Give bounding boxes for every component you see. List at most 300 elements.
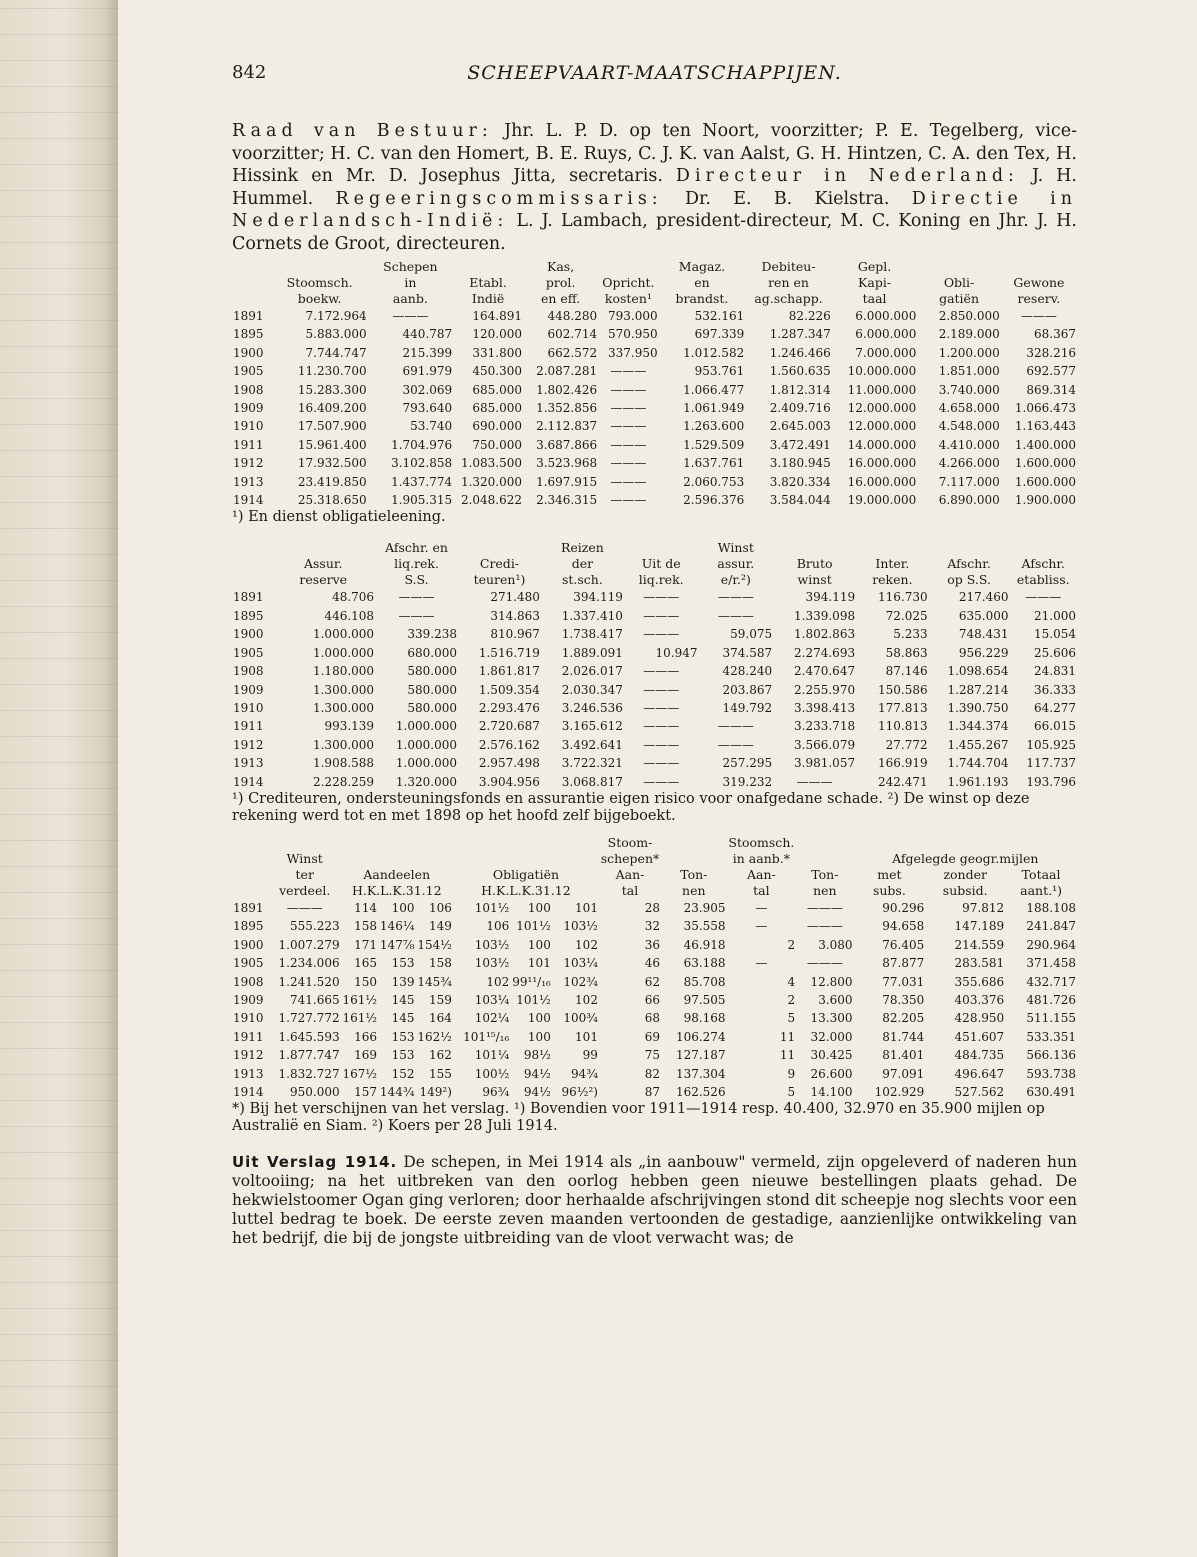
table-cell: 2.189.000 (938, 327, 1000, 342)
shares-fleet-table (232, 835, 1077, 1101)
column-header (661, 851, 727, 867)
page-edge-line (0, 1230, 118, 1231)
table-row (232, 736, 1077, 754)
table-cell: 94¾ (571, 1066, 598, 1081)
column-header (232, 867, 269, 883)
table-cell: 570.950 (608, 327, 658, 342)
table-cell: 1.437.774 (391, 474, 453, 489)
column-header: in aanb.* (732, 850, 790, 866)
table-cell: 11.230.700 (297, 364, 367, 379)
table-cell: 3.068.817 (561, 774, 623, 789)
table-cell: 146¼ (379, 919, 415, 934)
intro-paragraph (232, 120, 1077, 255)
table-cell: 158 (429, 956, 452, 971)
table-cell: 2 (787, 937, 796, 952)
column-header: Gewone (1013, 275, 1065, 290)
table-cell: 2.293.476 (478, 700, 540, 715)
page-edge-line (0, 1152, 118, 1153)
table-cell: 99¹¹/₁₆ (512, 974, 551, 989)
table-cell: 5.233 (893, 627, 928, 642)
table-cell: 102 (575, 937, 598, 952)
header-row (232, 540, 1077, 556)
table-cell: 697.339 (694, 327, 745, 342)
page-edge-line (0, 138, 118, 139)
page-edge-line (0, 944, 118, 945)
column-header (232, 572, 271, 588)
table-cell: 145¾ (417, 974, 452, 989)
column-header: liq.rek. (638, 572, 684, 588)
column-header: kosten¹ (604, 291, 652, 306)
table-cell: 4.410.000 (938, 437, 1000, 452)
table-row (232, 954, 1077, 972)
table-cell: 283.581 (954, 956, 1005, 971)
table-cell: 98½ (523, 1048, 551, 1063)
table-cell: 339.238 (407, 627, 457, 642)
column-header: Winst (286, 850, 323, 866)
table-cell: 1.000.000 (312, 645, 375, 660)
table-cell: 10.000.000 (847, 364, 917, 379)
table-cell: 685.000 (472, 401, 523, 416)
page-edge-line (0, 268, 118, 269)
table-cell: 1.961.193 (947, 774, 1009, 789)
table-cell: 94.658 (882, 919, 925, 934)
table-cell: 2.720.687 (478, 719, 540, 734)
dir-ind-text: L. J. Lambach, president-directeur, M. C. Koning en Jhr. J. H. Cornets de Groot, directeuren. (232, 211, 1077, 254)
table-cell: 953.761 (694, 364, 745, 379)
table-cell: 12.800 (810, 974, 853, 989)
column-header: nen (682, 882, 706, 898)
table-cell: 101 (575, 1029, 598, 1044)
column-header: ter (295, 866, 314, 882)
table-cell: 2 (787, 992, 796, 1007)
table-cell: 4 (787, 974, 796, 989)
table-cell: ——— (643, 719, 680, 734)
column-header: Obligatiën (492, 866, 560, 882)
column-header (272, 259, 368, 275)
table-row (232, 644, 1077, 662)
table-cell: 215.399 (402, 345, 453, 360)
table-cell: 102¾ (563, 974, 598, 989)
page-edge-line (0, 1334, 118, 1335)
table-cell: 145 (391, 1011, 415, 1026)
column-header: Stoom- (607, 834, 653, 850)
table-cell: 3.398.413 (794, 700, 856, 715)
table-row (232, 699, 1077, 717)
table-cell: 1.300.000 (312, 700, 375, 715)
table-cell: 106.274 (675, 1029, 726, 1044)
year-cell: 1913 (233, 474, 264, 489)
column-header (1010, 540, 1077, 556)
table-cell: 14.000.000 (847, 437, 917, 452)
column-header: st.sch. (561, 572, 603, 588)
table-cell: 30.425 (810, 1048, 853, 1063)
column-header: gatiën (939, 291, 980, 306)
table-cell: 1.509.354 (478, 682, 540, 697)
table-cell: 440.787 (402, 327, 453, 342)
table-cell: 99 (582, 1048, 598, 1063)
column-header (925, 835, 1005, 851)
table-cell: 484.735 (954, 1048, 1005, 1063)
page-edge-line (0, 684, 118, 685)
table-cell: 394.119 (573, 590, 623, 605)
table-cell: 150 (354, 974, 378, 989)
column-header (552, 835, 599, 851)
table-cell: 1.802.863 (794, 627, 856, 642)
table-cell: 1.738.417 (561, 627, 623, 642)
table-cell: 242.471 (878, 774, 928, 789)
table-cell: 2.048.622 (460, 493, 523, 508)
column-header (232, 259, 272, 275)
table-cell: 1.000.000 (395, 719, 457, 734)
year-cell: 1914 (233, 774, 264, 789)
table-cell: 3.687.866 (536, 437, 598, 452)
column-header: Obli- (943, 275, 975, 290)
table-cell: 337.950 (608, 345, 658, 360)
table-cell: 1.352.856 (536, 401, 598, 416)
table-cell: 748.431 (958, 627, 1009, 642)
table-cell: 139 (391, 974, 415, 989)
column-header: Stoomsch. (728, 834, 795, 850)
column-header: Stoomsch. (286, 275, 353, 290)
table-cell: 374.587 (722, 645, 773, 660)
column-header: reken. (872, 572, 913, 588)
table-cell: 2.470.647 (794, 664, 856, 679)
table-cell: 1.287.214 (947, 682, 1009, 697)
page-edge-line (0, 996, 118, 997)
table-row (232, 899, 1077, 917)
column-header (232, 851, 269, 867)
table-cell: 157 (354, 1085, 378, 1099)
table-cell: 166 (354, 1029, 378, 1044)
table-cell: 12.000.000 (847, 419, 917, 434)
table-cell: 1.180.000 (312, 664, 375, 679)
column-header (796, 835, 853, 851)
table-cell: 158 (354, 919, 378, 934)
dir-nl-text: J. H. Hummel. (232, 166, 1077, 209)
table-cell: 1.851.000 (938, 364, 1000, 379)
column-header: winst (797, 572, 832, 588)
table-cell: 3.472.491 (769, 437, 831, 452)
table-cell: 10.947 (655, 645, 698, 660)
table-cell: 1.529.509 (683, 437, 745, 452)
table-cell: 53.740 (410, 419, 453, 434)
table-row (232, 1065, 1077, 1083)
table-cell: 78.350 (882, 992, 925, 1007)
table-cell: 450.300 (472, 364, 523, 379)
column-header: Opricht. (602, 275, 655, 290)
page-edge-line (0, 1438, 118, 1439)
table-cell: 6.000.000 (855, 309, 917, 323)
column-header (453, 835, 510, 851)
table-cell: 1.000.000 (395, 756, 457, 771)
table-cell: 3.180.945 (769, 456, 831, 471)
table-cell: 1.344.374 (947, 719, 1009, 734)
year-cell: 1905 (233, 956, 264, 971)
page-edge-line (0, 1178, 118, 1179)
year-cell: 1910 (233, 1011, 264, 1026)
table-cell: 1.241.520 (278, 974, 340, 989)
table-cell: 85.708 (683, 974, 726, 989)
table-row (232, 491, 1077, 509)
table-cell: 555.223 (289, 919, 340, 934)
table-cell: ——— (806, 919, 843, 934)
table-cell: 161½ (342, 992, 378, 1007)
year-cell: 1905 (233, 364, 264, 379)
column-header: taal (862, 291, 887, 306)
table1-footnote: ¹) En dienst obligatieleening. (232, 509, 446, 526)
table-cell: 1.637.761 (683, 456, 745, 471)
year-cell: 1912 (233, 1048, 264, 1063)
table-cell: ——— (643, 774, 680, 789)
year-cell: 1908 (233, 382, 264, 397)
table-cell: ——— (643, 627, 680, 642)
table-row (232, 588, 1077, 606)
header-row (232, 291, 1077, 307)
page-edge-line (0, 918, 118, 919)
table-cell: ——— (806, 900, 843, 915)
table-cell: 331.800 (472, 345, 523, 360)
column-header (271, 540, 375, 556)
table-cell: 1.012.582 (683, 345, 745, 360)
table-cell: 69 (644, 1029, 661, 1044)
table-cell: 3.722.321 (561, 756, 623, 771)
page-edge-line (0, 788, 118, 789)
column-header: der (571, 556, 594, 572)
table-cell: 1.246.466 (769, 345, 831, 360)
table-cell: 3.820.334 (769, 474, 831, 489)
table-row (232, 1009, 1077, 1027)
table-cell: 2.026.017 (561, 664, 623, 679)
page-edge-line (0, 34, 118, 35)
table-cell: 1.263.600 (683, 419, 745, 434)
table-row (232, 681, 1077, 699)
column-header: aant.¹) (1020, 882, 1062, 898)
page-edge-line (0, 1204, 118, 1205)
table-cell: 2.346.315 (536, 493, 598, 508)
column-header (232, 835, 269, 851)
page-edge-line (0, 320, 118, 321)
table-cell: 2.228.259 (312, 774, 375, 789)
table-cell: 451.607 (954, 1029, 1005, 1044)
table-cell: 167½ (342, 1066, 378, 1081)
column-header: teuren¹) (473, 572, 526, 588)
table-cell: 3.165.612 (561, 719, 623, 734)
table-cell: 1.645.593 (278, 1029, 340, 1044)
table-cell: 103¼ (474, 992, 510, 1007)
table-cell: 1.744.704 (947, 756, 1009, 771)
table-cell: 103½ (474, 956, 510, 971)
page-edge-line (0, 1126, 118, 1127)
column-header (1001, 259, 1077, 275)
page-edge-line (0, 554, 118, 555)
table-cell: 96¾ (482, 1085, 510, 1099)
table-row (232, 399, 1077, 417)
column-header (854, 835, 926, 851)
table-cell: 11.000.000 (847, 382, 917, 397)
column-header: reserv. (1017, 291, 1061, 306)
page-edge-line (0, 372, 118, 373)
table-cell: 741.665 (289, 992, 340, 1007)
year-cell: 1911 (233, 437, 264, 452)
table-cell: 68.367 (1034, 327, 1076, 342)
table-cell: 177.813 (878, 700, 928, 715)
table-cell: 46 (644, 956, 661, 971)
table-row (232, 717, 1077, 735)
column-header (453, 851, 510, 867)
table-cell: 511.155 (1026, 1011, 1076, 1026)
column-header: Afschr. (1021, 556, 1065, 572)
column-header: Afschr. (947, 556, 991, 572)
header-row (232, 883, 1077, 899)
column-header: Magaz. (678, 259, 726, 274)
table-cell: 21.000 (1034, 608, 1076, 623)
reg-label: Regeeringscommissaris: (335, 188, 663, 209)
table-cell: 3.492.641 (561, 737, 623, 752)
table-cell: 3.102.858 (391, 456, 453, 471)
year-cell: 1911 (233, 719, 264, 734)
year-cell: 1905 (233, 645, 264, 660)
page-edge-line (0, 866, 118, 867)
column-header: en eff. (540, 291, 581, 306)
table-cell: 3.584.044 (769, 493, 831, 508)
table-cell: 66 (644, 992, 661, 1007)
year-cell: 1913 (233, 1066, 264, 1081)
table-cell: — (755, 900, 768, 915)
column-header: Aandeelen (363, 866, 431, 882)
page-edge-line (0, 1022, 118, 1023)
column-header (796, 851, 853, 867)
dir-ind-label: Directie in Nederlandsch-Indië: (232, 188, 1077, 231)
column-header: met (877, 866, 902, 882)
table-cell: 149.792 (722, 700, 773, 715)
profit-table (232, 540, 1077, 790)
table-cell: 6.890.000 (938, 493, 1000, 508)
column-header: Ton- (811, 866, 839, 882)
column-header: Gepl. (857, 259, 892, 274)
table-cell: 1.455.267 (947, 737, 1009, 752)
page-edge-line (0, 710, 118, 711)
table-cell: 319.232 (722, 774, 773, 789)
table-cell: 290.964 (1026, 937, 1076, 952)
table-row (232, 973, 1077, 991)
page-edge-line (0, 1516, 118, 1517)
header-row (232, 867, 1077, 883)
page-header (232, 56, 1077, 96)
column-header: H.K.L.K.31.12 (481, 882, 571, 898)
table-cell: 602.714 (547, 327, 598, 342)
column-header (773, 540, 856, 556)
table-cell: 155 (429, 1066, 452, 1081)
page-edge-line (0, 60, 118, 61)
table-cell: 101½ (474, 900, 510, 915)
column-header: nen (813, 882, 837, 898)
table-cell: 145 (391, 992, 415, 1007)
table-cell: 17.932.500 (297, 456, 367, 471)
table-row (232, 1028, 1077, 1046)
column-header: assur. (717, 556, 755, 572)
table2-footnote: ¹) Crediteuren, ondersteuningsfonds en assurantie eigen risico voor onafgedane schade. ²) De winst op deze rekening werd tot en met 1898 op het hoofd zelf bijgeboekt. (232, 790, 1030, 824)
table-cell: 103½ (474, 937, 510, 952)
column-header: Etabl. (469, 275, 507, 290)
table-cell: 117.737 (1026, 756, 1076, 771)
page-edge-line (0, 1412, 118, 1413)
column-header: Afgelegde geogr.mijlen (892, 850, 1039, 866)
table-cell: 103½ (563, 919, 598, 934)
table-cell: 302.069 (402, 382, 453, 397)
page-edge-line (0, 970, 118, 971)
table-cell: 26.600 (810, 1066, 853, 1081)
table-cell: 35.558 (683, 919, 726, 934)
table-cell: 2.274.693 (794, 645, 856, 660)
table-cell: 5.883.000 (305, 327, 367, 342)
table-cell: 2.087.281 (536, 364, 598, 379)
table-cell: 12.000.000 (847, 401, 917, 416)
table-cell: 635.000 (958, 608, 1009, 623)
table-cell: ——— (643, 590, 680, 605)
table-cell: 446.108 (324, 608, 375, 623)
table-row (232, 662, 1077, 680)
table-cell: 16.409.200 (297, 401, 367, 416)
column-header: S.S. (404, 572, 429, 588)
year-cell: 1891 (233, 900, 264, 915)
table-cell: 6.000.000 (855, 327, 917, 342)
column-header (378, 851, 415, 867)
column-header: Reizen (560, 540, 604, 556)
table-cell: 1.600.000 (1014, 474, 1076, 489)
table-cell: 314.863 (490, 608, 540, 623)
page-edge-line (0, 190, 118, 191)
table-row (232, 936, 1077, 954)
table-cell: ——— (643, 756, 680, 771)
table-cell: 97.091 (882, 1066, 925, 1081)
table-cell: 956.229 (958, 645, 1009, 660)
dir-nl-label: Directeur in Nederland: (675, 166, 1019, 186)
page-edge-line (0, 294, 118, 295)
table-cell: 27.772 (885, 737, 928, 752)
column-header: en (694, 275, 710, 290)
year-cell: 1895 (233, 608, 264, 623)
table-cell: 100 (527, 900, 551, 915)
table-cell: ——— (717, 608, 754, 623)
table-cell: 25.318.650 (297, 493, 367, 508)
table-cell: ——— (643, 737, 680, 752)
table-cell: 1.300.000 (312, 737, 375, 752)
table-cell: ——— (610, 382, 647, 397)
table-cell: 100 (391, 900, 415, 915)
table-cell: 87.877 (882, 956, 925, 971)
table-cell: 566.136 (1026, 1048, 1076, 1063)
table-cell: 97.505 (683, 992, 726, 1007)
table-row (232, 917, 1077, 935)
table-cell: 77.031 (882, 974, 925, 989)
table-cell: 1.877.747 (278, 1048, 340, 1063)
table-cell: 87 (644, 1085, 661, 1099)
table-cell: 869.314 (1026, 382, 1076, 397)
table-row (232, 625, 1077, 643)
table-cell: 532.161 (694, 309, 745, 323)
table-cell: 793.640 (402, 401, 453, 416)
page-edge-line (0, 606, 118, 607)
table-cell: 692.577 (1026, 364, 1076, 379)
column-header: schepen* (600, 850, 660, 866)
table-cell: 793.000 (608, 309, 658, 323)
column-header: in (404, 275, 417, 290)
column-header (624, 540, 699, 556)
column-header (341, 835, 378, 851)
table-cell: 11 (779, 1048, 796, 1063)
table-row (232, 325, 1077, 343)
table-cell: 1.234.006 (278, 956, 340, 971)
